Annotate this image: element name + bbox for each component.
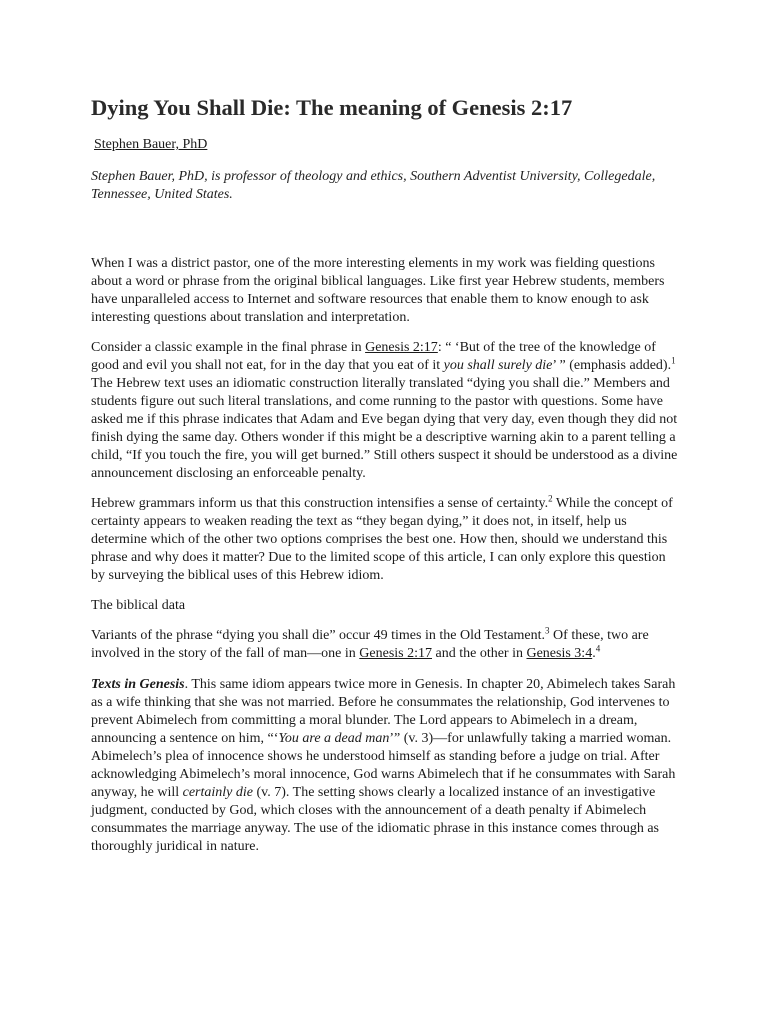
article-title: Dying You Shall Die: The meaning of Genesis 2:17 <box>91 95 573 120</box>
author-affiliation: Stephen Bauer, PhD, is professor of theology and ethics, Southern Adventist University, Collegedale, Tennessee, United States. <box>91 169 656 203</box>
footnote-marker-1[interactable]: 1 <box>671 355 676 366</box>
footnote-marker-4[interactable]: 4 <box>595 643 601 654</box>
section-heading: The biblical data <box>91 598 186 614</box>
author-byline <box>94 136 680 154</box>
footnote-marker-2[interactable]: 2 <box>548 493 553 504</box>
footnote-marker-3[interactable]: 3 <box>545 625 550 636</box>
emphasis-text: you shall surely die <box>443 357 553 373</box>
paragraph-grammars: Hebrew grammars inform us that this construction intensifies a sense of certainty.$^2$ While the concept of certainty appears to weaken reading the text as “they began dying,” it does not, in itself, help us determine which of the other two options comprises the best one. How then, should we understand this phrase and why does it matter? Due to the limited scope of this article, I can only explore this question by surveying the biblical uses of this Hebrew idiom. <box>91 493 673 584</box>
emphasis-text: You are a dead man <box>278 730 390 746</box>
scripture-link-genesis-2-17-second[interactable]: Genesis 2:17 <box>359 646 432 662</box>
paragraph-variants: Variants of the phrase “dying you shall die” occur 49 times in the Old Testament.$^3$ Of these, two are involved in the story of the fall of man—one in Genesis 2:17 and the other in Genesis 3:4.$^4$ <box>91 625 649 662</box>
emphasis-text: certainly die <box>182 784 253 800</box>
paragraph-intro: When I was a district pastor, one of the more interesting elements in my work was fielding questions about a word or phrase from the original biblical languages. Like first year Hebrew students, members have unparalleled access to Internet and software resources that enable them to know enough to ask interesting questions about translation and interpretation. <box>91 255 665 325</box>
paragraph-texts-in-genesis: Texts in Genesis. This same idiom appears twice more in Genesis. In chapter 20, Abimelech takes Sarah as a wife thinking that she was not married. Before he consummates the relationship, God intervenes to prevent Abimelech from committing a moral blunder. The Lord appears to Abimelech in a dream, announcing a sentence on him, “‘You are a dead man’” (v. 3)—for unlawfully taking a married woman. Abimelech’s plea of innocence shows he understood himself as standing before a judge on trial. After acknowledging Abimelech’s moral innocence, God warns Abimelech that if he consummates with Sarah anyway, he will certainly die (v. 7). The setting shows clearly a localized instance of an investigative judgment, conducted by God, which closes with the announcement of a death penalty if Abimelech consummates the marriage anyway. The use of the idiomatic phrase in this instance comes through as thoroughly juridical in nature. <box>91 676 676 854</box>
scripture-link-genesis-2-17[interactable]: Genesis 2:17 <box>365 339 438 355</box>
scripture-link-genesis-3-4[interactable]: Genesis 3:4 <box>526 646 593 662</box>
author-link[interactable]: Stephen Bauer, PhD <box>94 137 208 152</box>
paragraph-genesis-example: Consider a classic example in the final phrase in Genesis 2:17: “ ‘But of the tree of the knowledge of good and evil you shall not eat, for in the day that you eat of it you shall surely die’ ” (emphasis added).$^1$ The Hebrew text uses an idiomatic construction literally translated “dying you shall die.” Members and students figure out such literal translations, and come running to the pastor with questions. Some have asked me if this phrase indicates that Adam and Eve began dying that very day, even though they did not finish dying the same day. Others wonder if this might be a descriptive warning akin to a parent telling a child, “If you touch the fire, you will get burned.” Still others suspect it should be understood as a divine announcement disclosing an enforceable penalty. <box>91 339 678 482</box>
subsection-lead: Texts in Genesis <box>91 676 185 692</box>
